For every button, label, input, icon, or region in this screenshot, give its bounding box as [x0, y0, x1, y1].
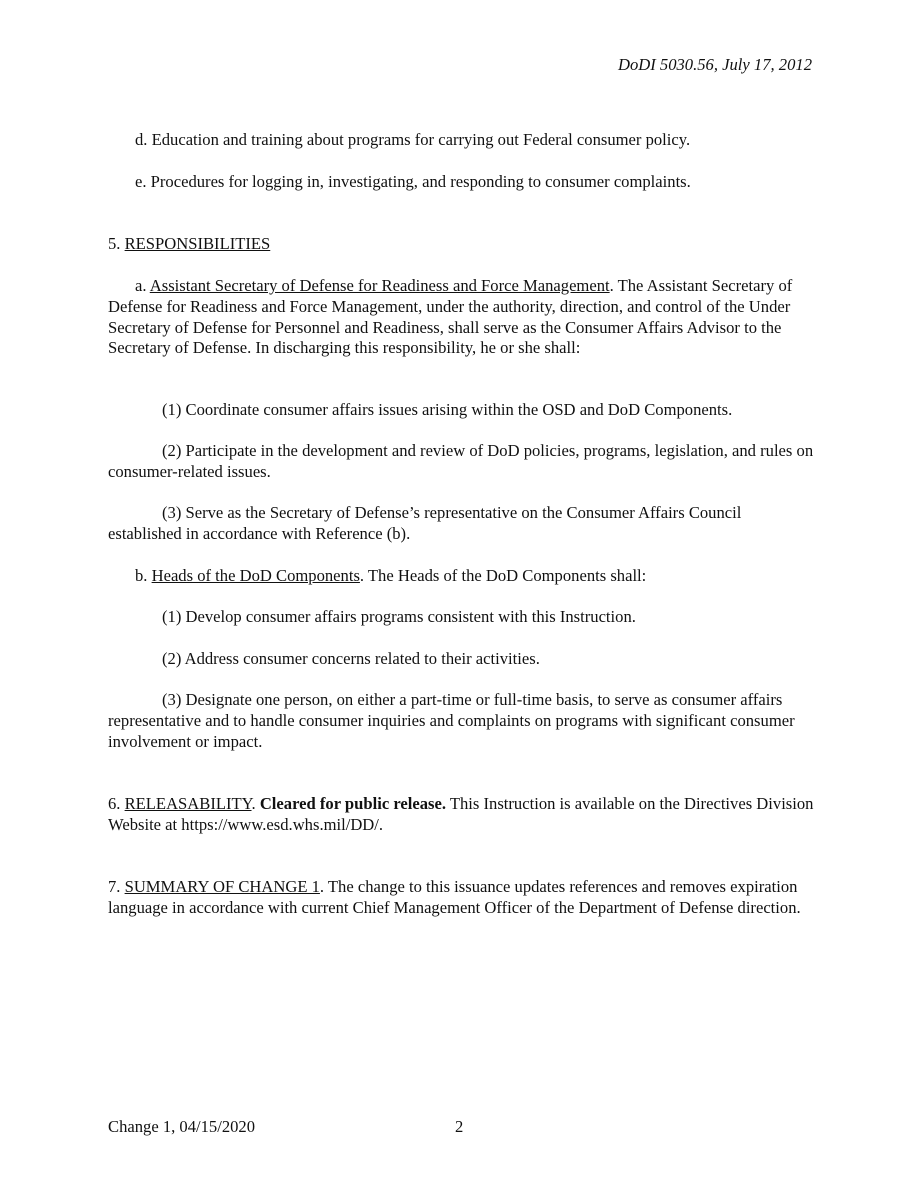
section-title: SUMMARY OF CHANGE 1: [124, 877, 320, 896]
item-5b-3: (3) Designate one person, on either a part-time or full-time basis, to serve as consumer affairs representative and to handle consumer inquiries and complaints on programs with significant consumer involvement or impact.: [108, 690, 795, 751]
section-7: [108, 877, 814, 919]
paragraph-heading: Assistant Secretary of Defense for Readiness and Force Management: [149, 276, 610, 295]
section-number: 6.: [108, 794, 125, 813]
section-separator: .: [251, 794, 260, 813]
paragraph-body: . The Heads of the DoD Components shall:: [359, 566, 647, 585]
paragraph-prefix: a.: [135, 276, 150, 295]
section-6: [108, 794, 814, 836]
item-e: e. Procedures for logging in, investigating, and responding to consumer complaints.: [135, 172, 691, 191]
section-number: 5.: [108, 234, 125, 253]
section-number: 7.: [108, 877, 125, 896]
paragraph-body: . The Assistant Secretary of Defense for Readiness and Force Management, under the authority, direction, and control of the Under Secretary of Defense for Personnel and Readiness, shall serve as the Consumer Affairs Advisor to the Secretary of Defense. In discharging this responsibility, he or she shall:: [108, 276, 793, 358]
footer-change-note: Change 1, 04/15/2020: [108, 1117, 256, 1136]
item-5b-1: (1) Develop consumer affairs programs consistent with this Instruction.: [162, 607, 636, 626]
paragraph-5a: [108, 276, 814, 359]
page-number: 2: [455, 1117, 464, 1136]
running-header: DoDI 5030.56, July 17, 2012: [617, 55, 812, 74]
item-d: d. Education and training about programs for carrying out Federal consumer policy.: [135, 130, 691, 149]
item-5a-3: (3) Serve as the Secretary of Defense’s representative on the Consumer Affairs Council established in accordance with Reference (b).: [108, 503, 742, 543]
item-5a-2: (2) Participate in the development and review of DoD policies, programs, legislation, and rules on consumer-related issues.: [108, 441, 814, 481]
paragraph-prefix: b.: [135, 566, 152, 585]
section-title: RELEASABILITY: [124, 794, 252, 813]
item-5b-2: (2) Address consumer concerns related to their activities.: [162, 649, 540, 668]
release-statement: Cleared for public release.: [259, 794, 447, 813]
section-title: RESPONSIBILITIES: [124, 234, 271, 253]
section-body: . The change to this issuance updates references and removes expiration language in accordance with current Chief Management Officer of the Department of Defense direction.: [108, 877, 801, 917]
paragraph-5b: [108, 566, 814, 587]
item-5a-1: (1) Coordinate consumer affairs issues arising within the OSD and DoD Components.: [162, 400, 733, 419]
section-5-heading: [108, 234, 814, 255]
section-body: This Instruction is available on the Directives Division Website at https://www.esd.whs.mil/DD/.: [108, 794, 814, 834]
paragraph-heading: Heads of the DoD Components: [151, 566, 360, 585]
